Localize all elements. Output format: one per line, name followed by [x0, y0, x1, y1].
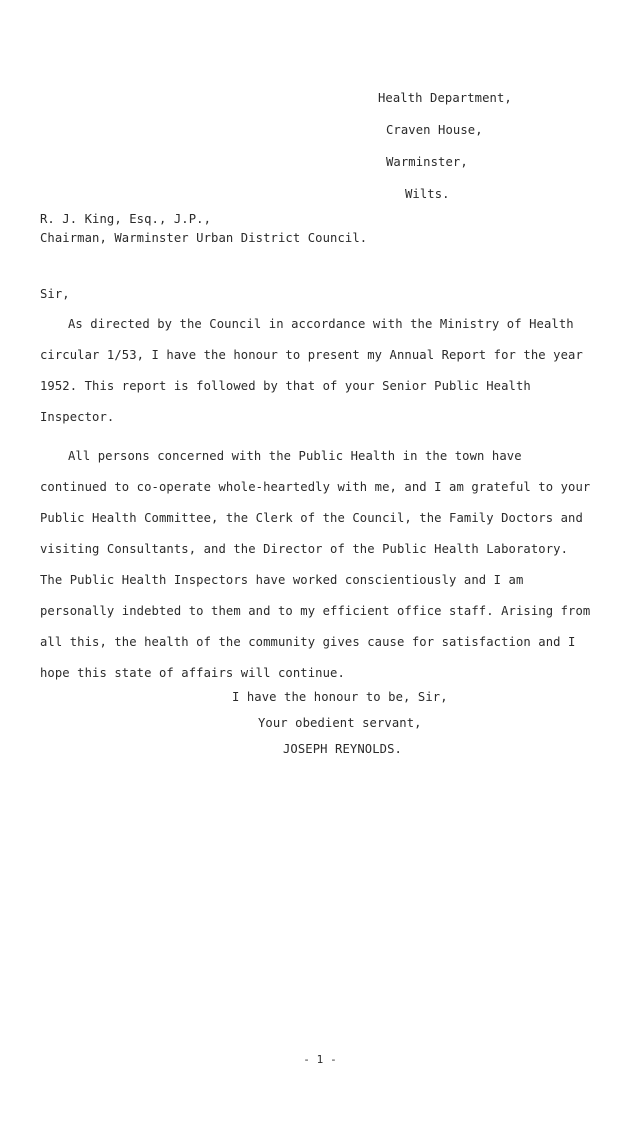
body-line: personally indebted to them and to my efficient office staff. Arising from	[40, 604, 591, 618]
body-line: The Public Health Inspectors have worked conscientiously and I am	[40, 573, 524, 587]
recipient-name: R. J. King, Esq., J.P.,	[40, 212, 212, 226]
body-line: 1952. This report is followed by that of your Senior Public Health	[40, 379, 531, 393]
address-department: Health Department,	[378, 91, 512, 105]
body-line: As directed by the Council in accordance with the Ministry of Health	[68, 317, 574, 331]
salutation: Sir,	[40, 287, 70, 301]
body-line: Public Health Committee, the Clerk of the Council, the Family Doctors and	[40, 511, 583, 525]
body-line: continued to co-operate whole-heartedly with me, and I am grateful to your	[40, 480, 591, 494]
body-line: visiting Consultants, and the Director of the Public Health Laboratory.	[40, 542, 569, 556]
page-number: - 1 -	[303, 1053, 337, 1066]
body-line: All persons concerned with the Public Health in the town have	[68, 449, 522, 463]
address-county: Wilts.	[405, 187, 450, 201]
closing-line: Your obedient servant,	[258, 716, 422, 730]
body-line: all this, the health of the community gives cause for satisfaction and I	[40, 635, 576, 649]
body-line: Inspector.	[40, 410, 115, 424]
address-town: Warminster,	[386, 155, 468, 169]
body-line: circular 1/53, I have the honour to present my Annual Report for the year	[40, 348, 583, 362]
recipient-title: Chairman, Warminster Urban District Council.	[40, 231, 368, 245]
address-house: Craven House,	[386, 123, 483, 137]
body-line: hope this state of affairs will continue.	[40, 666, 345, 680]
closing-line: I have the honour to be, Sir,	[232, 690, 448, 704]
signature: JOSEPH REYNOLDS.	[283, 742, 402, 756]
